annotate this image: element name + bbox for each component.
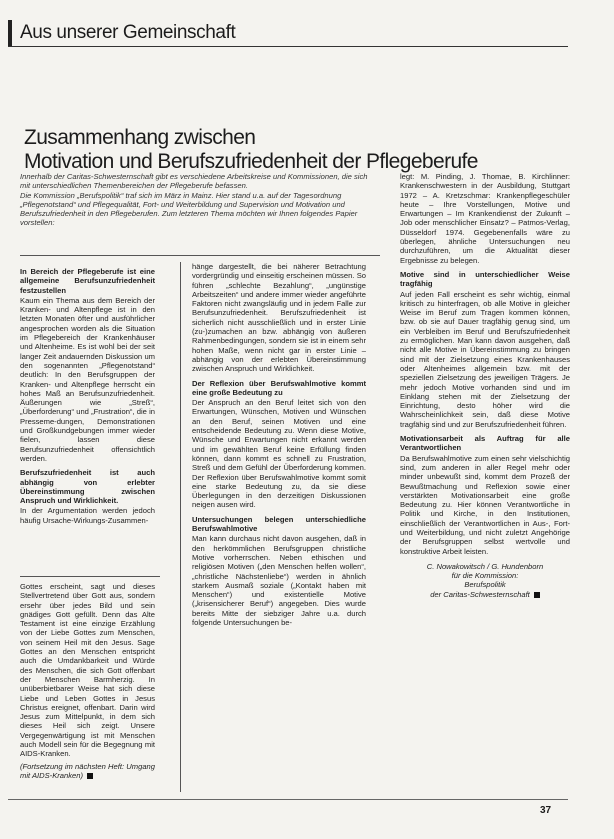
column-2 bbox=[192, 262, 366, 627]
continuation-text: (Fortsetzung im nächsten Heft: Umgang mit AIDS-Kranken) bbox=[20, 761, 155, 780]
column-rule bbox=[180, 262, 181, 792]
section-header bbox=[8, 20, 568, 47]
intro-paragraph-1: Innerhalb der Caritas-Schwesternschaft gibt es verschiedene Arbeitskreise und Kommissionen, die sich mit unterschiedlichen Themenbereichen der Pflegeberufe befassen. bbox=[20, 172, 368, 191]
subheading: Motivationsarbeit als Auftrag für alle Verantwortlichen bbox=[400, 434, 570, 453]
end-mark-icon bbox=[534, 592, 540, 598]
title-line-2: Motivation und Berufszufriedenheit der Pflegeberufe bbox=[24, 150, 478, 173]
title-line-1: Zusammenhang zwischen bbox=[24, 126, 256, 149]
paragraph: Der Anspruch an den Beruf leitet sich von den Erwartungen, Wünschen, Motiven und Wünschen an den Beruf, seinen Motiven und eine entscheidende Bedeutung zu. Wenn diese Motive, Wünsche und Erwartungen nicht erkannt werden und im gewählten Beruf keine Erfüllung finden können, dann kommt es schnell zu Frustration, Streß und dem Gefühl der Überforderung kommen. Der Reflexion über Berufswahlmotive kommt somit eine starke Bedeutung zu, da sie diese Überlegungen in den derzeitigen Diskussionen neigen ausen wird. bbox=[192, 398, 366, 510]
signature-block bbox=[400, 562, 570, 599]
subheading: In Bereich der Pflegeberufe ist eine allgemeine Berufsunzufriedenheit festzustellen bbox=[20, 267, 155, 295]
intro-divider bbox=[20, 255, 380, 256]
intro-paragraph-2: Die Kommission „Berufspolitik“ traf sich im März in Mainz. Hier stand u.a. auf der Tagesordnung „Pflegenotstand“ und Pflegequalität, Fort- und Weiterbildung und Supervision und Motivation und Berufszufriedenheit in den Pflegeberufen. Zum letzteren Thema möchten wir Ihnen folgendes Papier vorstellen: bbox=[20, 190, 358, 228]
header-edge-bar bbox=[8, 20, 12, 46]
column-3 bbox=[400, 172, 570, 599]
subheading: Untersuchungen belegen unterschiedliche Berufswahlmotive bbox=[192, 514, 366, 534]
author-names: C. Nowakowitsch / G. Hundenborn bbox=[426, 561, 544, 571]
column-1-lower bbox=[20, 582, 155, 780]
paragraph: legt: M. Pinding, J. Thomae, B. Kirchlinner: Krankenschwestern in der Ausbildung, Stuttgart 1972 – A. Kretzschmar: Krankenpflegeschüler heute – Ihre Vorstellungen, Motive und Erwartungen – Im Krankendienst der Zukunft – Job oder menschlicher Einsatz? – Patmos-Verlag, Düsseldorf 1974. Gegebenenfalls wäre zu überlegen, ähnliche Untersuchungen neu durchzuführen, um die Aktualität dieser Ergebnisse zu belegen. bbox=[400, 172, 570, 265]
column-1 bbox=[20, 262, 155, 525]
paragraph: Kaum ein Thema aus dem Bereich der Kranken- und Altenpflege ist in den letzten Monaten öfter und ausführlicher angesprochen worden als die Situation im Pflegebereich der Krankenhäuser und Altenheime. Es ist wohl bei der seit langer Zeit andauernden Diskussion um den sogenannten „Pflegenotstand“ deutlich: In den Berufsgruppen der Kranken- und Altenpflege herrscht ein hohes Maß an Berufsunzufriedenheit. Äußerungen wie „Streß“, „Überforderung“ und „Frustration“, die in Presseme-dungen, Demonstrationen und Großkundgebungen immer wieder fielen, lassen diese Berufsunzufriedenheit offensichtlich werden. bbox=[20, 295, 155, 463]
end-mark-icon bbox=[87, 773, 93, 779]
paragraph: Auf jeden Fall erscheint es sehr wichtig, einmal kritisch zu hinterfragen, ob alle Motive in gleicher Weise im Beruf zum Tragen kommen können, bzw. ob sie auf Dauer tragfähig genug sind, um ein Verbleiben im Beruf und Berufszufriedenheit zu ermöglichen. Man kann davon ausgehen, daß nicht alle Motive in Übereinstimmung zu bringen sind mit der Zielsetzung eines Krankenhauses oder Altenheimes allgemein bzw. mit der speziellen Zielsetzung des jeweiligen Trägers. Je mehr jedoch Motive vorhanden sind und im Einklang stehen mit der Zielsetzung der Einrichtung, desto höher wird die Wahrscheinlichkeit sein, daß diese Motive tragfähig sind und zur Berufszufriedenheit führen. bbox=[400, 289, 570, 429]
paragraph: Gottes erscheint, sagt und dieses Stellvertretend über Gott aus, sondern ersehr über jedes Bild und sein gnädiges Gott gefüllt. Denn das Alte Testament ist eine einzige Erzählung von der Liebe Gottes zum Menschen, von seinem Heil mit den Jesus. Sage Gottes an den Menschen entspricht auch die Umdankbarkeit und Würde des Menschen, die sich Gott offenbart der Menschen Barmherzig. In unüberbietbarer Weise hat sich diese Liebe und Leben Gottes in Jesus Christus ereignet, offenbart. Darin wird Jesus zum Mittelpunkt, in dem sich dieses Heil sich zeigt. Unsere Vergegenwärtigung ist mit Menschen auch Modell sein für die Begegnung mit AIDS-Kranken. bbox=[20, 582, 155, 759]
paragraph: Da Berufswahlmotive zum einen sehr vielschichtig sind, zum anderen in aller Regel mehr oder minder unbewußt sind, kommt dem Prozeß der Bewußtmachung und Reflexion sowie einer verstärkten Motivationsarbeit eine große Bedeutung zu. Hier können Verantwortliche in Politik und Kirche, in den Institutionen, einschließlich der Verantwortlichen in Aus-, Fort- und Weiterbildung, und nicht zuletzt Angehörige der Berufsgruppen selbst wertvolle und konstruktive Arbeit leisten. bbox=[400, 453, 570, 556]
subheading: Berufszufriedenheit ist auch abhängig von erlebter Übereinstimmung zwischen Anspruch und Wirklichkeit. bbox=[20, 468, 155, 506]
paragraph: In der Argumentation werden jedoch häufig Ursache-Wirkungs-Zusammen- bbox=[20, 506, 155, 525]
paragraph: hänge dargestellt, die bei näherer Betrachtung vordergründig und einseitig erscheinen müssen. So führen „schlechte Bezahlung“, „ungünstige Arbeitszeiten“ und andere immer wieder angeführte Faktoren nicht zwangsläufig und in jedem Falle zur Berufsunzufriedenheit. Berufszufriedenheit ist sicherlich nicht ausschließlich und in erster Linie (zu-)zumachen an bzw. abhängig von äußeren Rahmenbedingungen, sondern sie ist in einem sehr hohen Maße, wenn nicht gar in erster Linie – abhängig von der erlebten Übereinstimmung zwischen Anspruch und Wirklichkeit. bbox=[192, 262, 366, 374]
continuation-note bbox=[20, 762, 155, 781]
paragraph: Man kann durchaus nicht davon ausgehen, daß in den herkömmlichen Berufsgruppen christliche Motive vorherrschen. Neben ethischen und religiösen Motiven („den Menschen helfen wollen“, „christliche Nächstenliebe“) werden in ähnlich starkem Ausmaß soziale („Kontakt haben mit Menschen“) und existentielle Motive („krisensicherer Beruf“) angegeben. Dies wurde bereits Mitte der siebziger Jahre u.a. durch folgende Untersuchungen be- bbox=[192, 534, 366, 627]
commission-name: Berufspolitik bbox=[464, 580, 506, 590]
commission-label: für die Kommission: bbox=[451, 571, 519, 581]
page-number: 37 bbox=[540, 805, 552, 816]
section-title: Aus unserer Gemeinschaft bbox=[20, 22, 236, 43]
organization-name bbox=[400, 590, 570, 599]
article-intro bbox=[20, 172, 378, 228]
organization-text: der Caritas-Schwesternschaft bbox=[430, 589, 530, 599]
article-title bbox=[24, 126, 478, 174]
subheading: Der Reflexion über Berufswahlmotive kommt eine große Bedeutung zu bbox=[192, 378, 366, 397]
column-divider bbox=[20, 576, 160, 577]
footer-rule bbox=[8, 799, 568, 800]
subheading: Motive sind in unterschiedlicher Weise tragfähig bbox=[400, 269, 570, 289]
